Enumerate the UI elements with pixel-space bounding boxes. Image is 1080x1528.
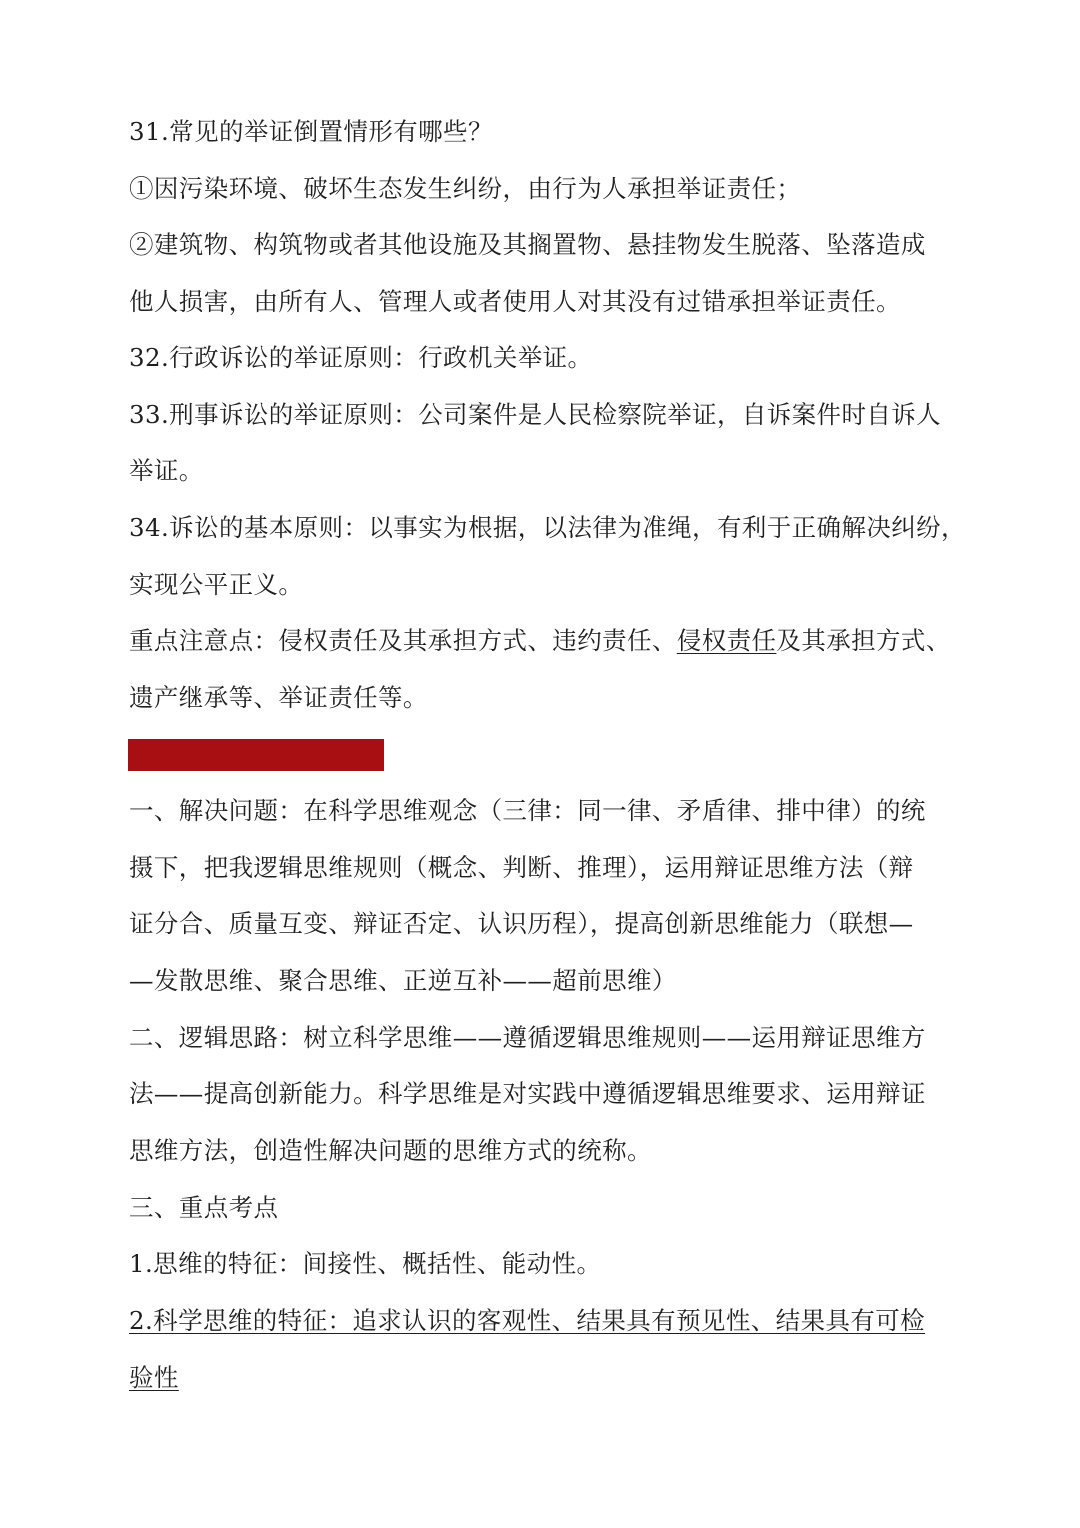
section-divider-bar [128, 739, 384, 771]
q34-line-cont: 实现公平正义。 [129, 570, 304, 599]
q31-answer-1: ①因污染环境、破坏生态发生纠纷，由行为人承担举证责任； [129, 174, 802, 203]
q33-line: 33.刑事诉讼的举证原则：公司案件是人民检察院举证，自诉案件时自诉人 [129, 400, 942, 429]
section-1-line-1: 一、解决问题：在科学思维观念（三律：同一律、矛盾律、排中律）的统 [129, 796, 926, 825]
section-2-line-2: 法——提高创新能力。科学思维是对实践中遵循逻辑思维要求、运用辩证 [129, 1079, 926, 1108]
q31-question: 31.常见的举证倒置情形有哪些？ [129, 117, 493, 146]
point-2-line-cont-text: 验性 [129, 1363, 179, 1392]
q31-answer-2-cont: 他人损害，由所有人、管理人或者使用人对其没有过错承担举证责任。 [129, 287, 901, 316]
q33-line-cont: 举证。 [129, 456, 204, 485]
q34-line: 34.诉讼的基本原则：以事实为根据，以法律为准绳，有利于正确解决纠纷， [129, 513, 966, 542]
section-3-heading: 三、重点考点 [129, 1193, 279, 1222]
key-points-text-a: 重点注意点：侵权责任及其承担方式、违约责任、 [129, 626, 677, 655]
key-points-line-cont: 遗产继承等、举证责任等。 [129, 683, 428, 712]
key-points-underlined: 侵权责任 [676, 626, 777, 655]
point-2-line-cont [129, 1358, 959, 1398]
key-points-line [129, 621, 959, 661]
point-1-line: 1.思维的特征：间接性、概括性、能动性。 [129, 1249, 602, 1278]
q32-line: 32.行政诉讼的举证原则：行政机关举证。 [129, 343, 593, 372]
q31-answer-2: ②建筑物、构筑物或者其他设施及其搁置物、悬挂物发生脱落、坠落造成 [129, 230, 926, 259]
point-2-line: 2.科学思维的特征：追求认识的客观性、结果具有预见性、结果具有可检 [129, 1306, 926, 1335]
section-2-line-3: 思维方法，创造性解决问题的思维方式的统称。 [129, 1136, 652, 1165]
section-1-line-4: —发散思维、聚合思维、正逆互补——超前思维） [129, 966, 677, 995]
key-points-text-c: 及其承担方式、 [776, 626, 951, 655]
section-1-line-2: 摄下，把我逻辑思维规则（概念、判断、推理），运用辩证思维方法（辩 [129, 853, 914, 882]
section-1-line-3: 证分合、质量互变、辩证否定、认识历程），提高创新思维能力（联想— [129, 909, 914, 938]
section-2-line-1: 二、逻辑思路：树立科学思维——遵循逻辑思维规则——运用辩证思维方 [129, 1023, 926, 1052]
